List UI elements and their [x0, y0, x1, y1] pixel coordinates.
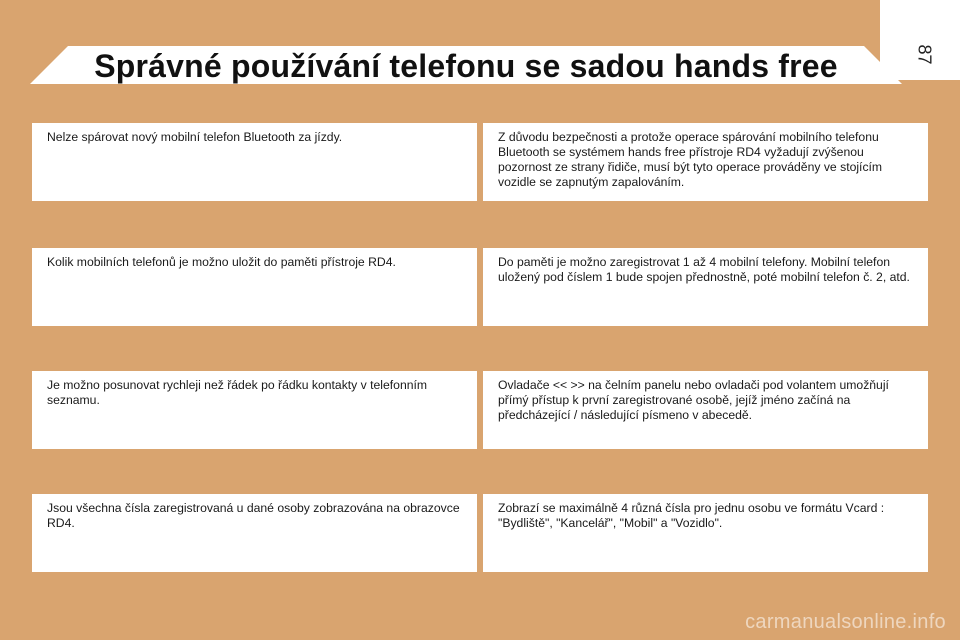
faq-question-2-text: Kolik mobilních telefonů je možno uložit do paměti přístroje RD4. [47, 255, 396, 269]
faq-answer-3-text: Ovladače << >> na čelním panelu nebo ovladači pod volantem umožňují přímý přístup k první zaregistrované osobě, jejíž jméno začíná na předcházející / následující písmeno v abecedě. [498, 378, 889, 422]
faq-answer-4-text: Zobrazí se maximálně 4 různá čísla pro jednu osobu ve formátu Vcard : "Bydliště", "Kancelář", "Mobil" a "Vozidlo". [498, 501, 885, 530]
page-number: 87 [914, 44, 935, 65]
faq-question-1-text: Nelze spárovat nový mobilní telefon Bluetooth za jízdy. [47, 130, 343, 144]
page-number-tab [880, 0, 960, 80]
faq-question-4 [32, 494, 477, 572]
faq-question-2 [32, 248, 477, 326]
faq-question-1 [32, 123, 477, 201]
faq-answer-1 [483, 123, 928, 201]
page-title: Správné používání telefonu se sadou hands free [94, 48, 838, 84]
faq-question-4-text: Jsou všechna čísla zaregistrovaná u dané osoby zobrazována na obrazovce RD4. [47, 501, 460, 530]
title-banner [30, 46, 902, 84]
faq-answer-2-text: Do paměti je možno zaregistrovat 1 až 4 mobilní telefony. Mobilní telefon uložený pod číslem 1 bude spojen přednostně, poté mobilní telefon č. 2, atd. [498, 255, 910, 284]
faq-question-3-text: Je možno posunovat rychleji než řádek po řádku kontakty v telefonním seznamu. [47, 378, 428, 407]
faq-question-3 [32, 371, 477, 449]
faq-answer-3 [483, 371, 928, 449]
faq-answer-4 [483, 494, 928, 572]
faq-answer-1-text: Z důvodu bezpečnosti a protože operace spárování mobilního telefonu Bluetooth se systémem hands free přístroje RD4 vyžadují zvýšenou pozornost ze strany řidiče, musí být tyto operace prováděny ve stojícím vozidle se zapnutým zapalováním. [498, 130, 883, 189]
faq-answer-2 [483, 248, 928, 326]
watermark: carmanualsonline.info [745, 611, 946, 633]
